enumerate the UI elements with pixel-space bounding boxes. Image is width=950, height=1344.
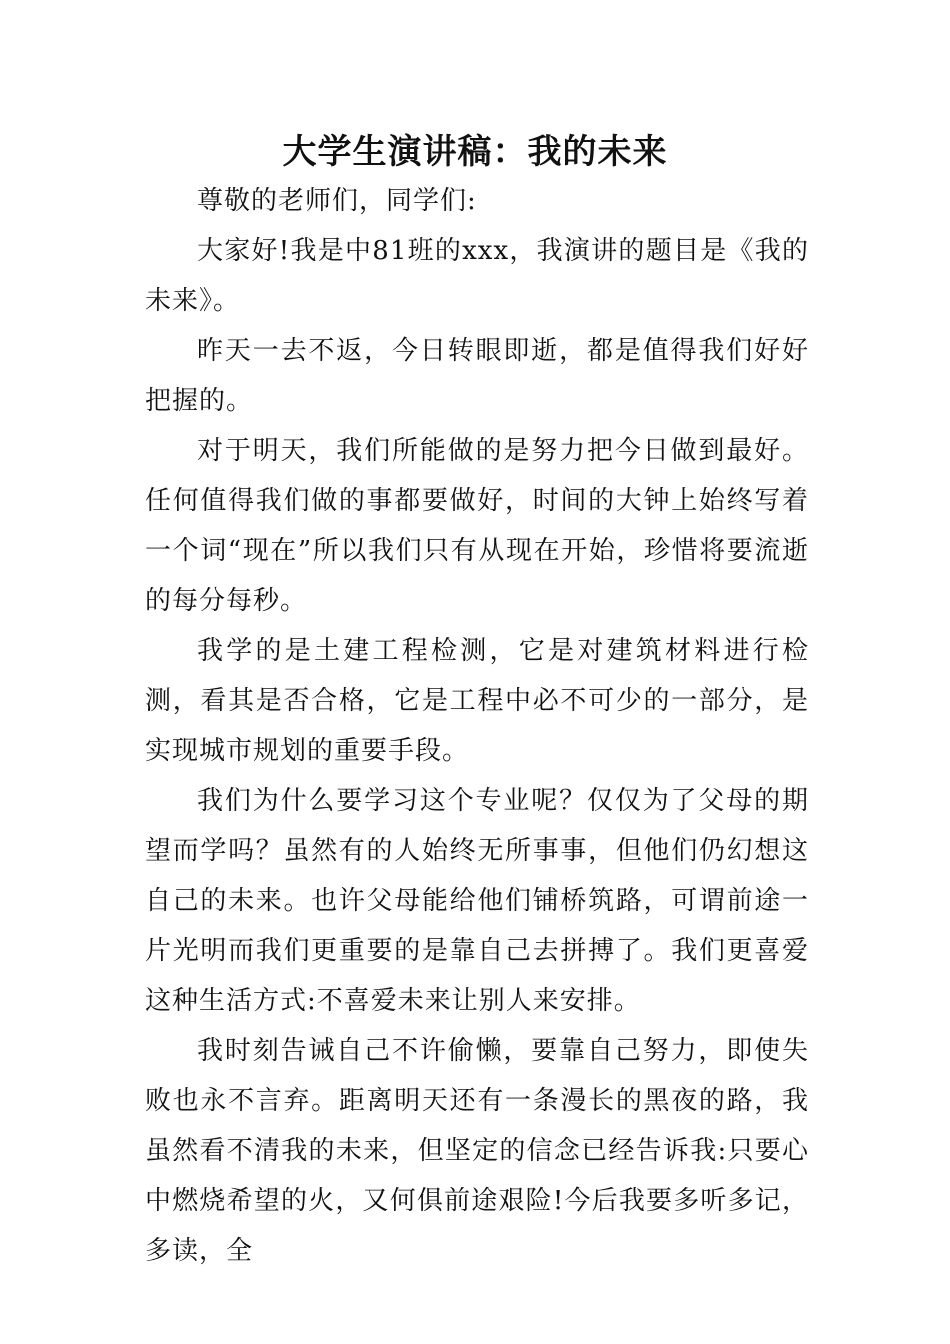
document-title: 大学生演讲稿：我的未来 — [282, 132, 668, 172]
paragraph-major: 我学的是土建工程检测，它是对建筑材料进行检测，看其是否合格，它是工程中必不可少的一部分，是实现城市规划的重要手段。 — [145, 636, 809, 766]
document-body — [145, 176, 809, 1276]
paragraph-yesterday-today: 昨天一去不返，今日转眼即逝，都是值得我们好好把握的。 — [145, 336, 809, 416]
paragraph-resolve: 我时刻告诫自己不许偷懒，要靠自己努力，即使失败也永不言弃。距离明天还有一条漫长的黑夜的路，我虽然看不清我的未来，但坚定的信念已经告诉我:只要心中燃烧希望的火，又何俱前途艰险!今后我要多听多记，多读，全 — [145, 1036, 809, 1266]
paragraph-greeting: 大家好!我是中81班的xxx，我演讲的题目是《我的未来》。 — [145, 236, 809, 316]
paragraph-why-study: 我们为什么要学习这个专业呢？仅仅为了父母的期望而学吗？虽然有的人始终无所事事，但他们仍幻想这自己的未来。也许父母能给他们铺桥筑路，可谓前途一片光明而我们更重要的是靠自己去拼搏了。我们更喜爱这种生活方式:不喜爱未来让别人来安排。 — [145, 786, 809, 1016]
paragraph-tomorrow: 对于明天，我们所能做的是努力把今日做到最好。任何值得我们做的事都要做好，时间的大钟上始终写着一个词“现在”所以我们只有从现在开始，珍惜将要流逝的每分每秒。 — [145, 436, 809, 616]
paragraph-salutation: 尊敬的老师们，同学们: — [197, 186, 477, 216]
